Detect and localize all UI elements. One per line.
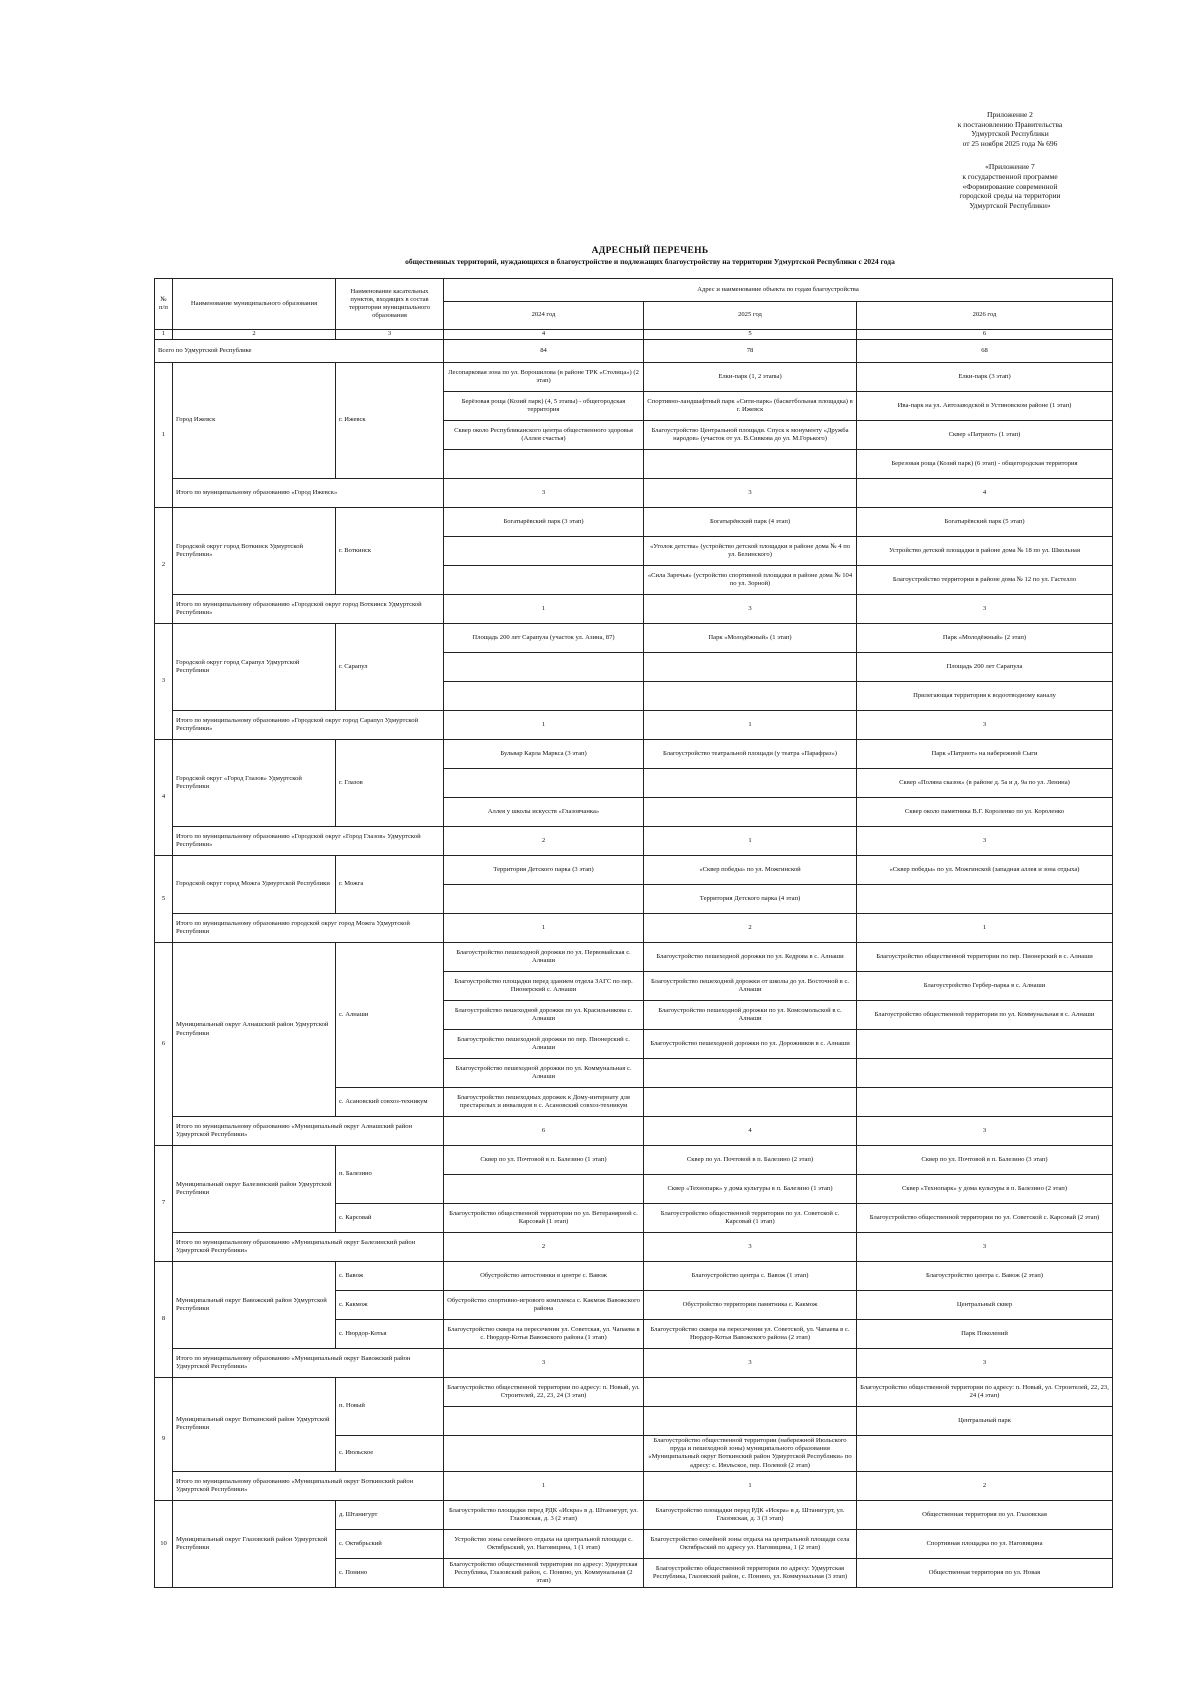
address-list-table: [154, 278, 1113, 1588]
section-number: 3: [155, 624, 173, 740]
object-cell-2024: Благоустройство общественной территории по адресу: п. Новый, ул. Строителей, 22, 23, 24 (3 этап): [444, 1378, 644, 1407]
object-cell-2026: Богатырёвский парк (5 этап): [857, 508, 1113, 537]
object-cell-2025: «Уголок детства» (устройство детской площадки в районе дома № 4 по ул. Белинского): [644, 537, 857, 566]
object-cell-2024: Благоустройство пешеходной дорожки по ул. Первомайская с. Алнаши: [444, 943, 644, 972]
object-cell-2026: Устройство детской площадки в районе дома № 18 по ул. Школьная: [857, 537, 1113, 566]
header-2024: 2024 год: [444, 302, 644, 330]
object-cell-2024: Лесопарковая зона по ул. Ворошилова (в районе ТРК «Столица») (2 этап): [444, 363, 644, 392]
subtotal-2026: 4: [857, 479, 1113, 508]
settlement-name: с. Октябрьский: [336, 1529, 444, 1558]
appendix-line: Приложение 2: [987, 110, 1033, 119]
municipality-name: Муниципальный округ Воткинский район Удмуртской Республики: [173, 1378, 336, 1472]
object-cell-2025: «Сила Заречья» (устройство спортивной площадки в районе дома № 104 по ул. Зорной): [644, 566, 857, 595]
object-cell-2026: «Сквер победы» по ул. Можгинской (западная аллея и зона отдыха): [857, 856, 1113, 885]
col-number: 4: [444, 330, 644, 340]
object-cell-2026: Елки-парк (3 этап): [857, 363, 1113, 392]
section-number: 8: [155, 1262, 173, 1378]
subtotal-2026: 3: [857, 711, 1113, 740]
object-cell-2024: Благоустройство общественной территории по ул. Ветеранярной с. Карсовай (1 этап): [444, 1204, 644, 1233]
appendix-line: «Приложение 7: [985, 162, 1035, 172]
object-cell-2024: Обустройство спортивно-игрового комплекса с. Какмож Вавожского района: [444, 1291, 644, 1320]
appendix-line: городской среды на территории: [959, 191, 1061, 201]
object-cell-2025: [644, 682, 857, 711]
header-2026: 2026 год: [857, 302, 1113, 330]
object-cell-2024: Благоустройство пешеходной дорожки по ул. Красильникова с. Алнаши: [444, 1001, 644, 1030]
object-cell-2026: [857, 1088, 1113, 1117]
object-cell-2025: Благоустройство общественной территории (набережной Июльского пруда и пешеходной зоны) муниципального образования «Муниципальный округ Воткинский район Удмуртской Республики» по адресу: с. Июльское, пер. Полевой (2 этап): [644, 1436, 857, 1472]
object-cell-2026: Центральный сквер: [857, 1291, 1113, 1320]
object-cell-2024: Аллея у школы искусств «Глазовчанка»: [444, 798, 644, 827]
appendix-line: Удмуртской Республики»: [969, 200, 1051, 210]
object-cell-2026: Благоустройство общественной территории по адресу: п. Новый, ул. Строителей, 22, 23, 24 (4 этап): [857, 1378, 1113, 1407]
object-cell-2026: Сквер по ул. Почтовой в п. Балезино (3 этап): [857, 1146, 1113, 1175]
subtotal-2024: 3: [444, 1349, 644, 1378]
municipality-name: Городской округ «Город Глазов» Удмуртской Республики: [173, 740, 336, 827]
object-cell-2024: Благоустройство пешеходной дорожки по пер. Пионерский с. Алнаши: [444, 1030, 644, 1059]
object-cell-2024: [444, 1436, 644, 1472]
subtotal-label: Итого по муниципальному образованию «Городской округ город Воткинск Удмуртской Республики»: [173, 595, 444, 624]
object-cell-2025: [644, 1378, 857, 1407]
grand-total-2025: 78: [644, 340, 857, 363]
object-cell-2026: Благоустройство центра с. Вавож (2 этап): [857, 1262, 1113, 1291]
subtotal-2025: 1: [644, 711, 857, 740]
settlement-name: г. Сарапул: [336, 624, 444, 711]
subtotal-row: [155, 711, 1113, 740]
object-cell-2026: Благоустройство Гербер-парка в с. Алнаши: [857, 972, 1113, 1001]
object-cell-2026: Парк «Молодёжный» (2 этап): [857, 624, 1113, 653]
section-number: 10: [155, 1500, 173, 1587]
object-cell-2025: Благоустройство пешеходной дорожки по ул. Кедрова в с. Алнаши: [644, 943, 857, 972]
object-cell-2025: Благоустройство общественной территории по адресу: Удмуртская Республика, Глазовский район, с. Понино, ул. Коммунальная (3 этап): [644, 1558, 857, 1587]
object-cell-2025: Елки-парк (1, 2 этапы): [644, 363, 857, 392]
object-cell-2025: Спортивно-ландшафтный парк «Сити-парк» (баскетбольная площадка) в г. Ижевск: [644, 392, 857, 421]
subtotal-row: [155, 1471, 1113, 1500]
subtotal-2025: 4: [644, 1117, 857, 1146]
municipality-name: Муниципальный округ Вавожский район Удмуртской Республики: [173, 1262, 336, 1349]
column-numbers-row: [155, 330, 1113, 340]
object-cell-2024: Сквер около Республиканского центра общественного здоровья (Аллея счастья): [444, 421, 644, 450]
object-cell-2024: Площадь 200 лет Сарапула (участок ул. Азина, 87): [444, 624, 644, 653]
object-cell-2025: Благоустройство центра с. Вавож (1 этап): [644, 1262, 857, 1291]
object-cell-2025: Территория Детского парка (4 этап): [644, 885, 857, 914]
subtotal-2026: 2: [857, 1471, 1113, 1500]
settlement-name: с. Какмож: [336, 1291, 444, 1320]
object-cell-2026: Прилегающая территория к водоотводному каналу: [857, 682, 1113, 711]
table-row: [155, 1146, 1113, 1175]
object-cell-2026: Общественная территория по ул. Новая: [857, 1558, 1113, 1587]
table-row: [155, 508, 1113, 537]
object-cell-2026: Спортивная площадка по ул. Наговицина: [857, 1529, 1113, 1558]
object-cell-2025: [644, 1088, 857, 1117]
subtotal-2025: 3: [644, 595, 857, 624]
object-cell-2025: [644, 450, 857, 479]
object-cell-2026: [857, 1436, 1113, 1472]
table-row: [155, 1262, 1113, 1291]
municipality-name: Муниципальный округ Алнашский район Удмуртской Республики: [173, 943, 336, 1117]
table-row: [155, 363, 1113, 392]
subtotal-2025: 3: [644, 1233, 857, 1262]
object-cell-2026: Центральный парк: [857, 1407, 1113, 1436]
settlement-name: д. Штанигурт: [336, 1500, 444, 1529]
appendix-gap: [935, 148, 1085, 162]
subtotal-2024: 1: [444, 914, 644, 943]
settlement-name: п. Балезино: [336, 1146, 444, 1204]
subtotal-2026: 3: [857, 1349, 1113, 1378]
grand-total-2026: 68: [857, 340, 1113, 363]
settlement-name: с. Понино: [336, 1558, 444, 1587]
settlement-name: г. Можга: [336, 856, 444, 914]
col-number: 1: [155, 330, 173, 340]
table-row: [155, 1378, 1113, 1407]
subtotal-label: Итого по муниципальному образованию «Муниципальный округ Воткинский район Удмуртской Республики»: [173, 1471, 444, 1500]
grand-total-label: Всего по Удмуртской Республике: [155, 340, 444, 363]
subtotal-2024: 2: [444, 827, 644, 856]
settlement-name: с. Асановский совхоз-техникум: [336, 1088, 444, 1117]
subtotal-2026: 3: [857, 1117, 1113, 1146]
subtotal-2026: 3: [857, 1233, 1113, 1262]
municipality-name: Муниципальный округ Балезинский район Удмуртской Республики: [173, 1146, 336, 1233]
col-number: 2: [173, 330, 336, 340]
object-cell-2025: [644, 1059, 857, 1088]
object-cell-2024: [444, 537, 644, 566]
section-number: 9: [155, 1378, 173, 1501]
settlement-name: с. Нюрдор-Котья: [336, 1320, 444, 1349]
object-cell-2025: Обустройство территории памятника с. Какмож: [644, 1291, 857, 1320]
subtotal-2024: 1: [444, 1471, 644, 1500]
object-cell-2026: Парк «Патриот» на набережной Сыги: [857, 740, 1113, 769]
object-cell-2024: Благоустройство площадки перед зданием отдела ЗАГС по пер. Пионерский с. Алнаши: [444, 972, 644, 1001]
object-cell-2025: Благоустройство общественной территории по ул. Советской с. Карсовай (1 этап): [644, 1204, 857, 1233]
object-cell-2025: «Сквер победы» по ул. Можгинской: [644, 856, 857, 885]
object-cell-2026: Сквер около памятника В.Г. Короленко по ул. Короленко: [857, 798, 1113, 827]
object-cell-2024: Берёзовая роща (Козий парк) (4, 5 этапы) - общегородская территория: [444, 392, 644, 421]
object-cell-2026: [857, 1030, 1113, 1059]
header-num: № п/п: [155, 279, 173, 330]
appendix-line: от 25 ноября 2025 года № 696: [962, 138, 1058, 148]
col-number: 3: [336, 330, 444, 340]
subtotal-2024: 3: [444, 479, 644, 508]
object-cell-2024: Бульвар Карла Маркса (3 этап): [444, 740, 644, 769]
object-cell-2024: Устройство зоны семейного отдыха на центральной площади с. Октябрьский, ул. Наговицина, 1 (1 этап): [444, 1529, 644, 1558]
object-cell-2025: [644, 798, 857, 827]
object-cell-2024: Благоустройство пешеходных дорожек к Дому-интернату для престарелых и инвалидов в с. Асановский совхоз-техникум: [444, 1088, 644, 1117]
municipality-name: Город Ижевск: [173, 363, 336, 479]
subtotal-2025: 3: [644, 479, 857, 508]
object-cell-2026: [857, 885, 1113, 914]
section-number: 7: [155, 1146, 173, 1262]
col-number: 5: [644, 330, 857, 340]
object-cell-2025: Благоустройство Центральной площади. Спуск к монументу «Дружба народов» (участок от ул. В.Сивкова до ул. М.Горького): [644, 421, 857, 450]
object-cell-2025: Богатырёвский парк (4 этап): [644, 508, 857, 537]
object-cell-2025: [644, 769, 857, 798]
subtotal-row: [155, 827, 1113, 856]
object-cell-2026: Общественная территория по ул. Глазовская: [857, 1500, 1113, 1529]
subtotal-label: Итого по муниципальному образованию «Муниципальный округ Балезинский район Удмуртской Республики»: [173, 1233, 444, 1262]
appendix-line: Удмуртской Республики: [971, 129, 1049, 139]
object-cell-2026: Площадь 200 лет Сарапула: [857, 653, 1113, 682]
object-cell-2025: Сквер по ул. Почтовой в п. Балезино (2 этап): [644, 1146, 857, 1175]
object-cell-2024: Обустройство автостоянки в центре с. Вавож: [444, 1262, 644, 1291]
object-cell-2024: [444, 566, 644, 595]
object-cell-2026: Благоустройство общественной территории по ул. Советской с. Карсовай (2 этап): [857, 1204, 1113, 1233]
section-number: 1: [155, 363, 173, 508]
subtotal-label: Итого по муниципальному образованию «Муниципальный округ Вавожский район Удмуртской Республики»: [173, 1349, 444, 1378]
object-cell-2024: [444, 769, 644, 798]
subtotal-2025: 3: [644, 1349, 857, 1378]
object-cell-2025: Благоустройство семейной зоны отдыха на центральной площади села Октябрьский по адресу ул. Наговицина, 1 (2 этап): [644, 1529, 857, 1558]
object-cell-2026: Парк Поколений: [857, 1320, 1113, 1349]
object-cell-2026: Благоустройство общественной территории по пер. Пионерский в с. Алнаши: [857, 943, 1113, 972]
object-cell-2026: Березовая роща (Козий парк) (6 этап) - общегородская территория: [857, 450, 1113, 479]
object-cell-2024: [444, 450, 644, 479]
subtotal-2026: 3: [857, 595, 1113, 624]
settlement-name: г. Ижевск: [336, 363, 444, 479]
subtotal-row: [155, 1349, 1113, 1378]
object-cell-2024: [444, 885, 644, 914]
subtotal-label: Итого по муниципальному образованию «Городской округ город Сарапул Удмуртской Республики»: [173, 711, 444, 740]
object-cell-2026: Сквер «Технопарк» у дома культуры в п. Балезино (2 этап): [857, 1175, 1113, 1204]
table-row: [155, 856, 1113, 885]
subtotal-2026: 1: [857, 914, 1113, 943]
subtotal-2026: 3: [857, 827, 1113, 856]
object-cell-2024: Сквер по ул. Почтовой в п. Балезино (1 этап): [444, 1146, 644, 1175]
subtotal-label: Итого по муниципальному образованию «Город Ижевск»: [173, 479, 444, 508]
subtotal-label: Итого по муниципальному образованию городской округ город Можга Удмуртской Республики: [173, 914, 444, 943]
object-cell-2024: Территория Детского парка (3 этап): [444, 856, 644, 885]
subtotal-2025: 1: [644, 1471, 857, 1500]
object-cell-2024: Благоустройство пешеходной дорожки по ул. Коммунальная с. Алнаши: [444, 1059, 644, 1088]
object-cell-2024: [444, 682, 644, 711]
col-number: 6: [857, 330, 1113, 340]
subtotal-row: [155, 1233, 1113, 1262]
subtotal-row: [155, 1117, 1113, 1146]
subtotal-row: [155, 595, 1113, 624]
appendix-line: к постановлению Правительства: [957, 119, 1063, 129]
section-number: 5: [155, 856, 173, 943]
object-cell-2026: Сквер «Патриот» (1 этап): [857, 421, 1113, 450]
table-row: [155, 1500, 1113, 1529]
object-cell-2026: Ива-парк на ул. Автозаводской в Устиновском районе (1 этап): [857, 392, 1113, 421]
municipality-name: Городской округ город Воткинск Удмуртской Республики»: [173, 508, 336, 595]
municipality-name: Городской округ город Сарапул Удмуртской Республики: [173, 624, 336, 711]
appendix-block: [935, 110, 1085, 210]
object-cell-2025: Сквер «Технопарк» у дома культуры в п. Балезино (1 этап): [644, 1175, 857, 1204]
header-address-group: Адрес и наименование объекта по годам благоустройства: [444, 279, 1113, 302]
settlement-name: г. Воткинск: [336, 508, 444, 595]
settlement-name: с. Алнаши: [336, 943, 444, 1088]
object-cell-2025: [644, 653, 857, 682]
settlement-name: с. Вавож: [336, 1262, 444, 1291]
municipality-name: Городской округ город Можга Удмуртской Республики: [173, 856, 336, 914]
appendix-line: к государственной программе: [962, 171, 1058, 181]
municipality-name: Муниципальный округ Глазовский район Удмуртской Республики: [173, 1500, 336, 1587]
header-settlement: Наименование касательных пунктов, входящих в состав территории муниципального образования: [336, 279, 444, 330]
section-number: 6: [155, 943, 173, 1146]
header-municipality: Наименование муниципального образования: [173, 279, 336, 330]
object-cell-2025: [644, 1407, 857, 1436]
header-2025: 2025 год: [644, 302, 857, 330]
document-title: [150, 246, 1150, 266]
object-cell-2024: Благоустройство площадки перед РДК «Искра» в д. Штанигурт, ул. Глазовская, д. 3 (2 этап): [444, 1500, 644, 1529]
title-sub: общественных территорий, нуждающихся в благоустройстве и подлежащих благоустройству на территории Удмуртской Республики с 2024 года: [405, 257, 895, 266]
object-cell-2024: [444, 653, 644, 682]
object-cell-2025: Парк «Молодёжный» (1 этап): [644, 624, 857, 653]
object-cell-2025: Благоустройство пешеходной дорожки по ул. Дорожников в с. Алнаши: [644, 1030, 857, 1059]
subtotal-2024: 2: [444, 1233, 644, 1262]
object-cell-2025: Благоустройство пешеходной дорожки по ул. Комсомольской в с. Алнаши: [644, 1001, 857, 1030]
object-cell-2026: Благоустройство общественной территории по ул. Коммунальная в с. Алнаши: [857, 1001, 1113, 1030]
object-cell-2025: Благоустройство театральной площади (у театра «Парафраз»): [644, 740, 857, 769]
object-cell-2024: [444, 1175, 644, 1204]
object-cell-2026: Благоустройство территории в районе дома № 12 по ул. Гастелло: [857, 566, 1113, 595]
subtotal-row: [155, 479, 1113, 508]
subtotal-2024: 1: [444, 595, 644, 624]
object-cell-2024: Богатырёвский парк (3 этап): [444, 508, 644, 537]
subtotal-row: [155, 914, 1113, 943]
settlement-name: г. Глазов: [336, 740, 444, 827]
section-number: 4: [155, 740, 173, 856]
subtotal-label: Итого по муниципальному образованию «Муниципальный округ Алнашский район Удмуртской Республики»: [173, 1117, 444, 1146]
object-cell-2026: [857, 1059, 1113, 1088]
subtotal-2024: 6: [444, 1117, 644, 1146]
section-number: 2: [155, 508, 173, 624]
settlement-name: п. Новый: [336, 1378, 444, 1436]
object-cell-2024: [444, 1407, 644, 1436]
table-row: [155, 740, 1113, 769]
object-cell-2026: Сквер «Поляна сказок» (в районе д. 5а и д. 9а по ул. Ленина): [857, 769, 1113, 798]
object-cell-2024: Благоустройство общественной территории по адресу: Удмуртская Республика, Глазовский район, с. Понино, ул. Коммунальная (2 этап): [444, 1558, 644, 1587]
object-cell-2025: Благоустройство сквера на пересечении ул. Советской, ул. Чапаева в с. Нюрдор-Котья Вавожского района (2 этап): [644, 1320, 857, 1349]
object-cell-2025: Благоустройство площадки перед РДК «Искра» в д. Штанигурт, ул. Глазовская, д. 3 (3 этап): [644, 1500, 857, 1529]
subtotal-2025: 1: [644, 827, 857, 856]
grand-total-2024: 84: [444, 340, 644, 363]
table-row: [155, 943, 1113, 972]
title-main: АДРЕСНЫЙ ПЕРЕЧЕНЬ: [591, 246, 709, 256]
settlement-name: с. Карсовай: [336, 1204, 444, 1233]
object-cell-2025: Благоустройство пешеходной дорожки от школы до ул. Восточной в с. Алнаши: [644, 972, 857, 1001]
object-cell-2024: Благоустройство сквера на пересечении ул. Советская, ул. Чапаева в с. Нюрдор-Котья Вавожского района (1 этап): [444, 1320, 644, 1349]
subtotal-2024: 1: [444, 711, 644, 740]
subtotal-2025: 2: [644, 914, 857, 943]
appendix-line: «Формирование современной: [962, 181, 1058, 191]
grand-total-row: [155, 340, 1113, 363]
table-row: [155, 624, 1113, 653]
settlement-name: с. Июльское: [336, 1436, 444, 1472]
subtotal-label: Итого по муниципальному образованию «Городской округ «Город Глазов» Удмуртской Республики»: [173, 827, 444, 856]
